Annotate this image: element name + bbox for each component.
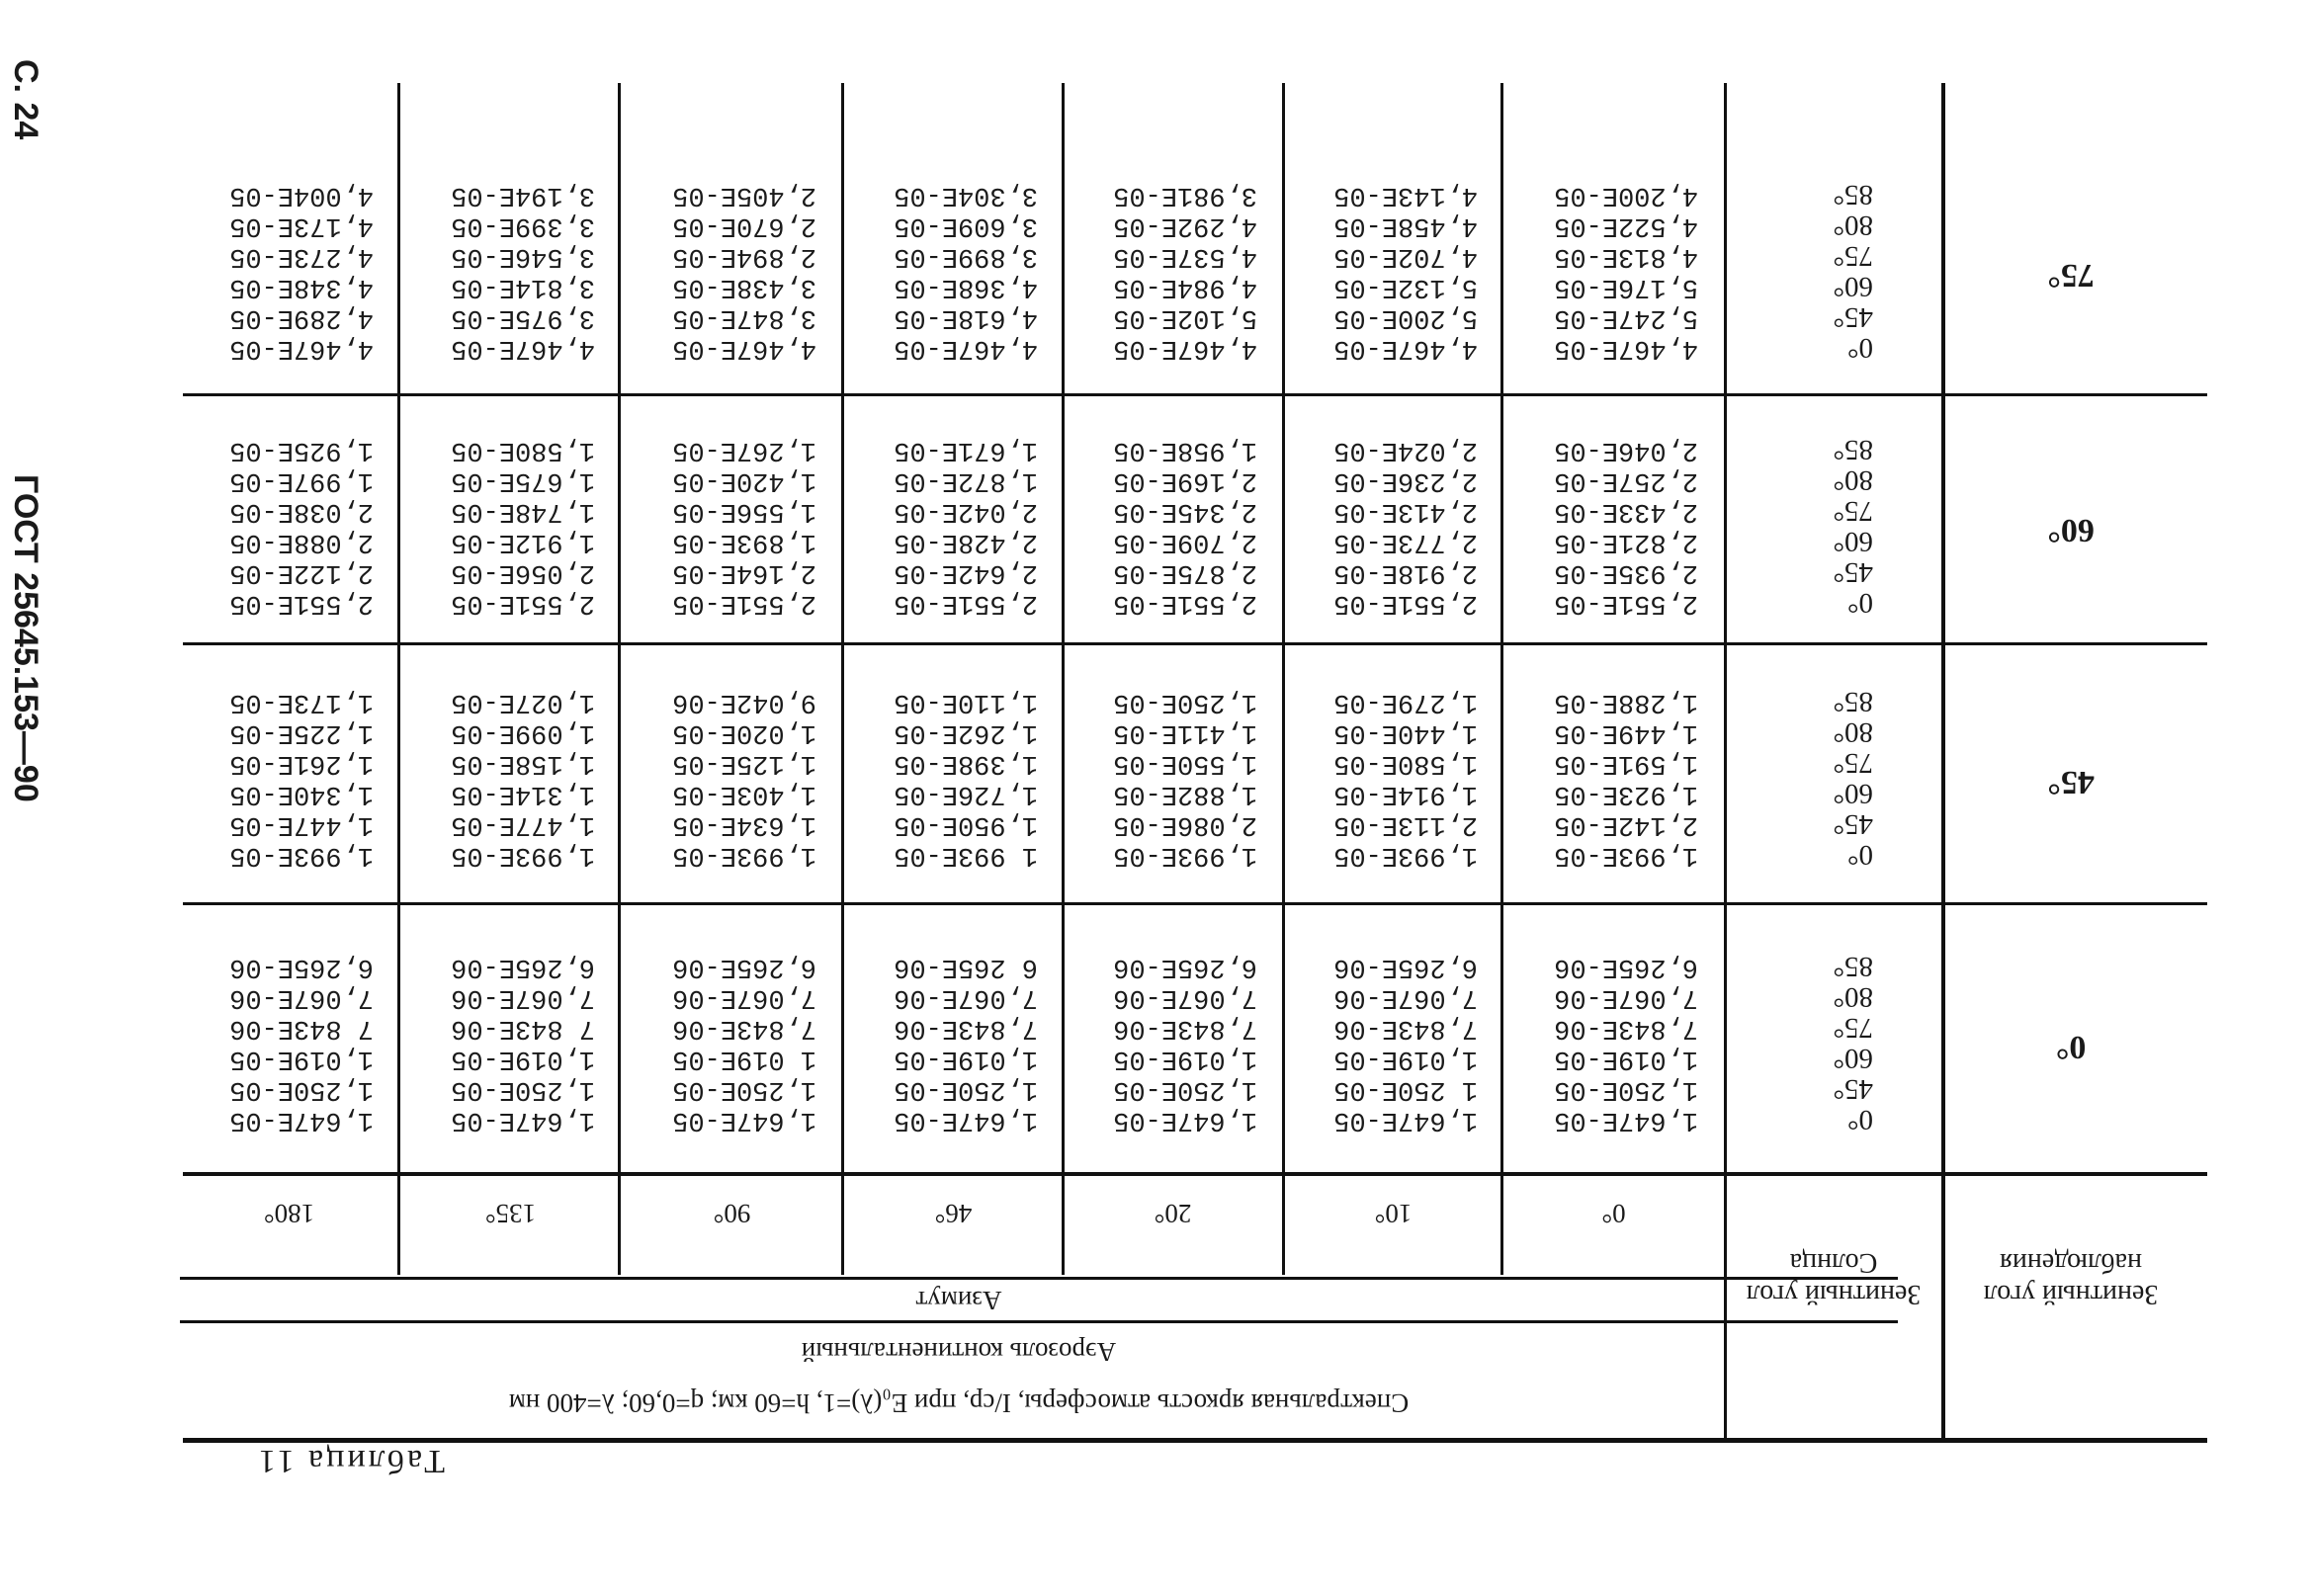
data-cell: 3,399E-05 [451, 210, 595, 240]
data-column [451, 686, 595, 870]
data-cell: 1,027E-05 [451, 687, 595, 716]
observation-angle: 75° [2047, 257, 2095, 294]
data-cell: 1,019E-05 [1113, 1044, 1257, 1073]
standard-number: ГОСТ 25645.153—90 [7, 474, 44, 802]
sun-angle: 85° [1833, 951, 1873, 982]
data-cell: 1,647E-05 [672, 1105, 816, 1134]
data-cell: 4,467E-05 [1113, 333, 1257, 363]
data-cell: 2,551E-05 [1554, 588, 1698, 618]
data-cell: 7,843E-06 [1554, 1013, 1698, 1043]
data-cell: 3,304E-05 [894, 180, 1038, 210]
data-cell: 1,726E-05 [894, 779, 1038, 808]
data-cell: 4,368E-05 [894, 272, 1038, 301]
data-cell: 1,647E-05 [451, 1105, 595, 1134]
data-cell: 6,265E-06 [1333, 952, 1478, 981]
azimuth-header: 46° [934, 1199, 973, 1228]
sun-angle-list [1833, 686, 1873, 870]
data-cell: 1,634E-05 [672, 809, 816, 839]
data-cell: 2,551E-05 [229, 588, 374, 618]
data-cell: 4,467E-05 [229, 333, 374, 363]
data-cell: 1 250E-05 [1333, 1074, 1478, 1104]
observation-angle-header: Зенитный угол наблюдения [1983, 1247, 2159, 1309]
data-cell: 1,262E-05 [894, 717, 1038, 747]
data-cell: 2,038E-05 [229, 496, 374, 526]
data-cell: 2,236E-05 [1333, 465, 1478, 495]
azimuth-header: 20° [1154, 1199, 1192, 1228]
data-cell: 4,702E-05 [1333, 241, 1478, 271]
azimuth-label: Азимут [915, 1286, 1002, 1315]
sun-angle: 75° [1833, 747, 1873, 779]
data-cell: 7,067E-06 [1113, 982, 1257, 1012]
data-cell: 4,348E-05 [229, 272, 374, 301]
data-column [451, 434, 595, 618]
data-cell: 7,067E-06 [672, 982, 816, 1012]
data-cell: 1,250E-05 [894, 1074, 1038, 1104]
data-cell: 2,551E-05 [894, 588, 1038, 618]
data-cell: 1,993E-05 [451, 840, 595, 870]
data-cell: 2,086E-05 [1113, 809, 1257, 839]
data-cell: 2,642E-05 [894, 557, 1038, 587]
data-column [1554, 179, 1698, 363]
data-cell: 1,550E-05 [1113, 748, 1257, 778]
data-column [451, 179, 595, 363]
data-cell: 3,609E-05 [894, 210, 1038, 240]
data-column [451, 951, 595, 1134]
data-column [672, 686, 816, 870]
data-cell: 1,420E-05 [672, 465, 816, 495]
data-cell: 7,843E-06 [672, 1013, 816, 1043]
vrule-c3 [1062, 83, 1065, 1275]
sun-angle: 75° [1833, 240, 1873, 272]
data-cell: 4,273E-05 [229, 241, 374, 271]
data-cell: 1,449E-05 [1554, 717, 1698, 747]
sun-angle: 45° [1833, 556, 1873, 588]
data-cell: 1,314E-05 [451, 779, 595, 808]
data-cell: 6,265E-06 [1554, 952, 1698, 981]
data-cell: 6,265E-06 [672, 952, 816, 981]
data-cell: 5,132E-05 [1333, 272, 1478, 301]
data-cell: 1,993E-05 [672, 840, 816, 870]
data-column [894, 686, 1038, 870]
data-cell: 7,843E-06 [1333, 1013, 1478, 1043]
sun-angle-list [1833, 951, 1873, 1134]
sun-angle-header: Зенитный угол Солнца [1746, 1247, 1922, 1309]
data-cell: 1,893E-05 [672, 527, 816, 556]
data-cell: 2,164E-05 [672, 557, 816, 587]
data-cell: 1,958E-05 [1113, 435, 1257, 464]
data-cell: 1,914E-05 [1333, 779, 1478, 808]
sun-angle: 60° [1833, 778, 1873, 809]
data-cell: 2,773E-05 [1333, 527, 1478, 556]
data-cell: 6 265E-06 [894, 952, 1038, 981]
data-cell: 1,019E-05 [894, 1044, 1038, 1073]
data-column [1333, 179, 1478, 363]
data-column [1113, 686, 1257, 870]
data-cell: 1,647E-05 [229, 1105, 374, 1134]
table-label: Таблица 11 [255, 1443, 445, 1479]
data-column [1554, 951, 1698, 1134]
data-cell: 1,748E-05 [451, 496, 595, 526]
data-cell: 9,042E-06 [672, 687, 816, 716]
sun-angle: 60° [1833, 526, 1873, 557]
data-column [229, 951, 374, 1134]
data-cell: 1,647E-05 [1113, 1105, 1257, 1134]
data-cell: 1,440E-05 [1333, 717, 1478, 747]
data-cell: 1,993E-05 [229, 840, 374, 870]
data-cell: 4,467E-05 [672, 333, 816, 363]
sun-angle: 80° [1833, 210, 1873, 241]
data-cell: 1,411E-05 [1113, 717, 1257, 747]
data-cell: 2,551E-05 [672, 588, 816, 618]
sun-angle: 45° [1833, 301, 1873, 333]
data-cell: 5,102E-05 [1113, 302, 1257, 332]
data-cell: 1,923E-05 [1554, 779, 1698, 808]
data-cell: 1,993E-05 [1113, 840, 1257, 870]
data-cell: 1,647E-05 [1333, 1105, 1478, 1134]
data-cell: 3,438E-05 [672, 272, 816, 301]
data-cell: 1,912E-05 [451, 527, 595, 556]
rule-group-2-3 [183, 642, 2207, 645]
data-cell: 2,709E-05 [1113, 527, 1257, 556]
data-cell: 1,647E-05 [1554, 1105, 1698, 1134]
data-cell: 1,019E-05 [1333, 1044, 1478, 1073]
observation-angle: 60° [2047, 512, 2095, 548]
azimuth-header: 10° [1374, 1199, 1413, 1228]
data-cell: 1,580E-05 [1333, 748, 1478, 778]
data-cell: 7,067E-06 [451, 982, 595, 1012]
data-cell: 1,225E-05 [229, 717, 374, 747]
data-cell: 4,292E-05 [1113, 210, 1257, 240]
data-column [229, 434, 374, 618]
data-cell: 2,122E-05 [229, 557, 374, 587]
sun-angle: 0° [1846, 1104, 1873, 1135]
data-column [1333, 951, 1478, 1134]
data-cell: 1,020E-05 [672, 717, 816, 747]
vrule-c5 [618, 83, 621, 1275]
data-cell: 1,340E-05 [229, 779, 374, 808]
data-cell: 1,125E-05 [672, 748, 816, 778]
table-title: Спектральная яркость атмосферы, I/ср, при E₀(λ)=1, h=60 км; q=0,60; λ=400 нм [508, 1388, 1410, 1418]
vrule-c4 [841, 83, 844, 1275]
data-cell: 2,551E-05 [1113, 588, 1257, 618]
data-cell: 2,413E-05 [1333, 496, 1478, 526]
rule-group-1-2 [183, 902, 2207, 905]
data-cell: 7,843E-06 [1113, 1013, 1257, 1043]
data-column [1333, 434, 1478, 618]
sun-angle: 75° [1833, 495, 1873, 527]
data-cell: 6,265E-06 [1113, 952, 1257, 981]
data-cell: 3,814E-05 [451, 272, 595, 301]
rule-header-bottom [183, 1172, 2207, 1176]
data-column [894, 951, 1038, 1134]
data-cell: 7,843E-06 [894, 1013, 1038, 1043]
data-cell: 2,046E-05 [1554, 435, 1698, 464]
data-cell: 1,173E-05 [229, 687, 374, 716]
data-column [1113, 179, 1257, 363]
data-cell: 1,675E-05 [451, 465, 595, 495]
data-cell: 1 019E-05 [672, 1044, 816, 1073]
data-cell: 7,067E-06 [229, 982, 374, 1012]
rule-below-azimuth [180, 1277, 1898, 1280]
vrule-obs-sun [1941, 83, 1945, 1443]
data-column [672, 179, 816, 363]
sun-angle: 80° [1833, 716, 1873, 748]
data-cell: 1,993E-05 [1333, 840, 1478, 870]
data-cell: 2,875E-05 [1113, 557, 1257, 587]
data-cell: 2,894E-05 [672, 241, 816, 271]
data-cell: 6,265E-06 [229, 952, 374, 981]
data-cell: 4,467E-05 [894, 333, 1038, 363]
data-cell: 7,067E-06 [1333, 982, 1478, 1012]
sun-angle: 85° [1833, 434, 1873, 465]
sun-angle: 45° [1833, 808, 1873, 840]
azimuth-header: 90° [713, 1199, 751, 1228]
data-cell: 1,447E-05 [229, 809, 374, 839]
data-cell: 2,405E-05 [672, 180, 816, 210]
data-column [894, 179, 1038, 363]
data-cell: 2,257E-05 [1554, 465, 1698, 495]
data-cell: 1,950E-05 [894, 809, 1038, 839]
data-cell: 4,467E-05 [451, 333, 595, 363]
data-cell: 4,458E-05 [1333, 210, 1478, 240]
data-cell: 4,984E-05 [1113, 272, 1257, 301]
data-cell: 6,265E-06 [451, 952, 595, 981]
data-column [229, 179, 374, 363]
data-cell: 1,019E-05 [451, 1044, 595, 1073]
data-cell: 1,158E-05 [451, 748, 595, 778]
data-cell: 1,925E-05 [229, 435, 374, 464]
data-cell: 4,467E-05 [1333, 333, 1478, 363]
sun-angle: 60° [1833, 1043, 1873, 1074]
azimuth-header: 135° [484, 1199, 537, 1228]
sun-angle: 0° [1846, 332, 1873, 364]
sun-angle: 85° [1833, 686, 1873, 717]
vrule-c1 [1500, 83, 1503, 1275]
data-cell: 1,019E-05 [1554, 1044, 1698, 1073]
data-cell: 3,975E-05 [451, 302, 595, 332]
data-cell: 4,522E-05 [1554, 210, 1698, 240]
data-cell: 5,247E-05 [1554, 302, 1698, 332]
data-cell: 2,670E-05 [672, 210, 816, 240]
sun-angle: 80° [1833, 981, 1873, 1013]
data-cell: 7,067E-06 [894, 982, 1038, 1012]
data-column [1333, 686, 1478, 870]
data-cell: 1,671E-05 [894, 435, 1038, 464]
data-cell: 4,200E-05 [1554, 180, 1698, 210]
data-cell: 2,551E-05 [451, 588, 595, 618]
data-cell: 2,551E-05 [1333, 588, 1478, 618]
data-cell: 2,042E-05 [894, 496, 1038, 526]
data-cell: 3,899E-05 [894, 241, 1038, 271]
data-cell: 1,580E-05 [451, 435, 595, 464]
data-column [1113, 434, 1257, 618]
data-cell: 7,067E-06 [1554, 982, 1698, 1012]
sun-angle: 60° [1833, 271, 1873, 302]
data-cell: 1,556E-05 [672, 496, 816, 526]
data-cell: 7 843E-06 [451, 1013, 595, 1043]
data-cell: 4,618E-05 [894, 302, 1038, 332]
data-column [229, 686, 374, 870]
data-cell: 2,142E-05 [1554, 809, 1698, 839]
data-cell: 5,200E-05 [1333, 302, 1478, 332]
vrule-c6 [397, 83, 400, 1275]
data-cell: 1,403E-05 [672, 779, 816, 808]
data-cell: 1,993E-05 [1554, 840, 1698, 870]
data-cell: 1,997E-05 [229, 465, 374, 495]
data-cell: 1,591E-05 [1554, 748, 1698, 778]
data-cell: 2,428E-05 [894, 527, 1038, 556]
rule-below-subtitle [180, 1320, 1898, 1323]
data-cell: 3,194E-05 [451, 180, 595, 210]
data-cell: 2,433E-05 [1554, 496, 1698, 526]
data-cell: 5,176E-05 [1554, 272, 1698, 301]
data-cell: 1,288E-05 [1554, 687, 1698, 716]
data-cell: 1,872E-05 [894, 465, 1038, 495]
data-cell: 1,267E-05 [672, 435, 816, 464]
data-cell: 2,821E-05 [1554, 527, 1698, 556]
vrule-c2 [1282, 83, 1285, 1275]
data-cell: 3,546E-05 [451, 241, 595, 271]
data-column [1554, 434, 1698, 618]
data-cell: 4,813E-05 [1554, 241, 1698, 271]
data-cell: 2,024E-05 [1333, 435, 1478, 464]
sun-angle-list [1833, 434, 1873, 618]
data-cell: 1,250E-05 [229, 1074, 374, 1104]
data-cell: 1,647E-05 [894, 1105, 1038, 1134]
data-cell: 3,847E-05 [672, 302, 816, 332]
sun-angle: 80° [1833, 464, 1873, 496]
data-cell: 1,882E-05 [1113, 779, 1257, 808]
data-cell: 2,345E-05 [1113, 496, 1257, 526]
sun-angle: 85° [1833, 179, 1873, 210]
data-column [1554, 686, 1698, 870]
page-number: С. 24 [7, 59, 44, 140]
table-subtitle: Аэрозоль континентальный [801, 1337, 1117, 1367]
sun-angle: 0° [1846, 839, 1873, 871]
data-cell: 2,918E-05 [1333, 557, 1478, 587]
data-cell: 2,113E-05 [1333, 809, 1478, 839]
data-cell: 2,056E-05 [451, 557, 595, 587]
data-cell: 1,110E-05 [894, 687, 1038, 716]
observation-angle: 0° [2055, 1029, 2087, 1065]
data-column [1113, 951, 1257, 1134]
data-cell: 1,019E-05 [229, 1044, 374, 1073]
data-cell: 4,289E-05 [229, 302, 374, 332]
data-cell: 3,981E-05 [1113, 180, 1257, 210]
azimuth-header: 0° [1601, 1199, 1626, 1228]
data-cell: 4,173E-05 [229, 210, 374, 240]
data-cell: 4,467E-05 [1554, 333, 1698, 363]
data-cell: 1,099E-05 [451, 717, 595, 747]
vrule-sun-data [1724, 83, 1727, 1443]
data-column [894, 434, 1038, 618]
data-cell: 1,250E-05 [672, 1074, 816, 1104]
data-cell: 1,250E-05 [1554, 1074, 1698, 1104]
data-cell: 1,250E-05 [1113, 1074, 1257, 1104]
data-cell: 1,250E-05 [1113, 687, 1257, 716]
data-cell: 4,537E-05 [1113, 241, 1257, 271]
data-column [672, 434, 816, 618]
data-cell: 4,143E-05 [1333, 180, 1478, 210]
sun-angle: 75° [1833, 1012, 1873, 1044]
data-cell: 1,250E-05 [451, 1074, 595, 1104]
sun-angle: 45° [1833, 1073, 1873, 1105]
data-cell: 4,004E-05 [229, 180, 374, 210]
data-cell: 2,935E-05 [1554, 557, 1698, 587]
sun-angle: 0° [1846, 587, 1873, 619]
azimuth-header: 180° [263, 1199, 315, 1228]
data-column [672, 951, 816, 1134]
sun-angle-list [1833, 179, 1873, 363]
rule-group-3-4 [183, 393, 2207, 396]
data-cell: 1,279E-05 [1333, 687, 1478, 716]
rule-top [183, 1438, 2207, 1443]
data-cell: 2,088E-05 [229, 527, 374, 556]
data-cell: 2,169E-05 [1113, 465, 1257, 495]
data-cell: 1 993E-05 [894, 840, 1038, 870]
data-cell: 1,261E-05 [229, 748, 374, 778]
observation-angle: 45° [2047, 764, 2095, 800]
data-cell: 7 843E-06 [229, 1013, 374, 1043]
data-cell: 1,398E-05 [894, 748, 1038, 778]
data-cell: 1,477E-05 [451, 809, 595, 839]
